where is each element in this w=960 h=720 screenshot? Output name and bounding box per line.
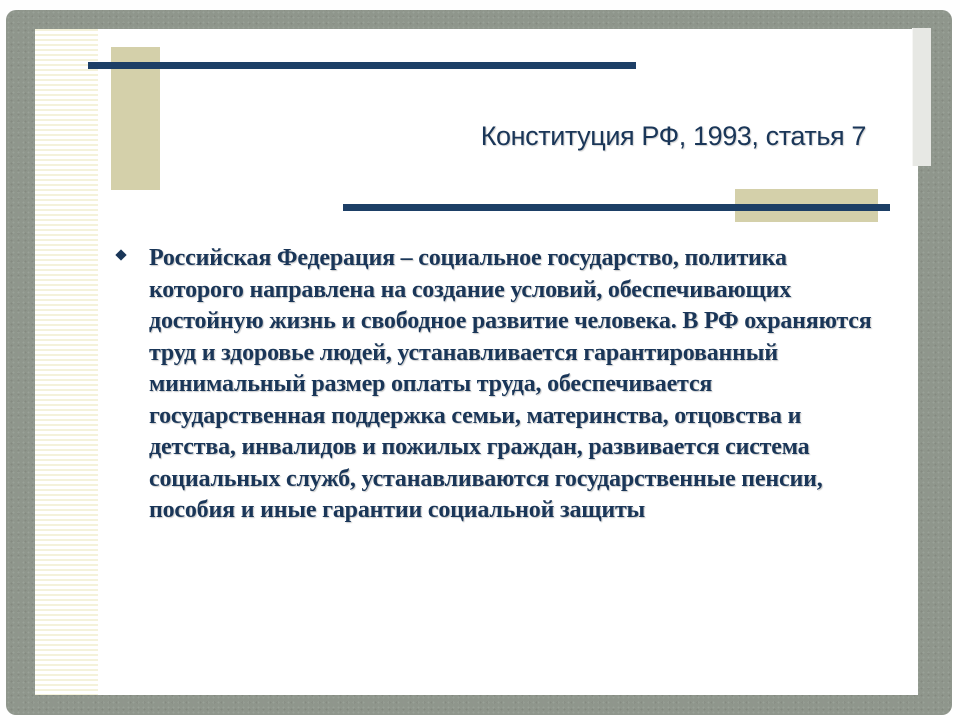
- slide-title: Конституция РФ, 1993, статья 7: [480, 121, 866, 151]
- bullet-text: Российская Федерация – социальное государство, политика которого направлена на создание условий, обеспечивающих достойную жизнь и свободное развитие человека. В РФ охраняются труд и здоровье людей, устанавливается гарантированный минимальный размер оплаты труда, обеспечивается государственная поддержка семьи, материнства, отцовства и детства, инвалидов и пожилых граждан, развивается система социальных служб, устанавливаются государственные пенсии, пособия и иные гарантии социальной защиты: [149, 245, 872, 523]
- title-rule-bottom: [343, 204, 890, 211]
- title-rule-top: [88, 62, 636, 69]
- striped-margin: [35, 29, 98, 695]
- side-panel-edge: [912, 28, 931, 166]
